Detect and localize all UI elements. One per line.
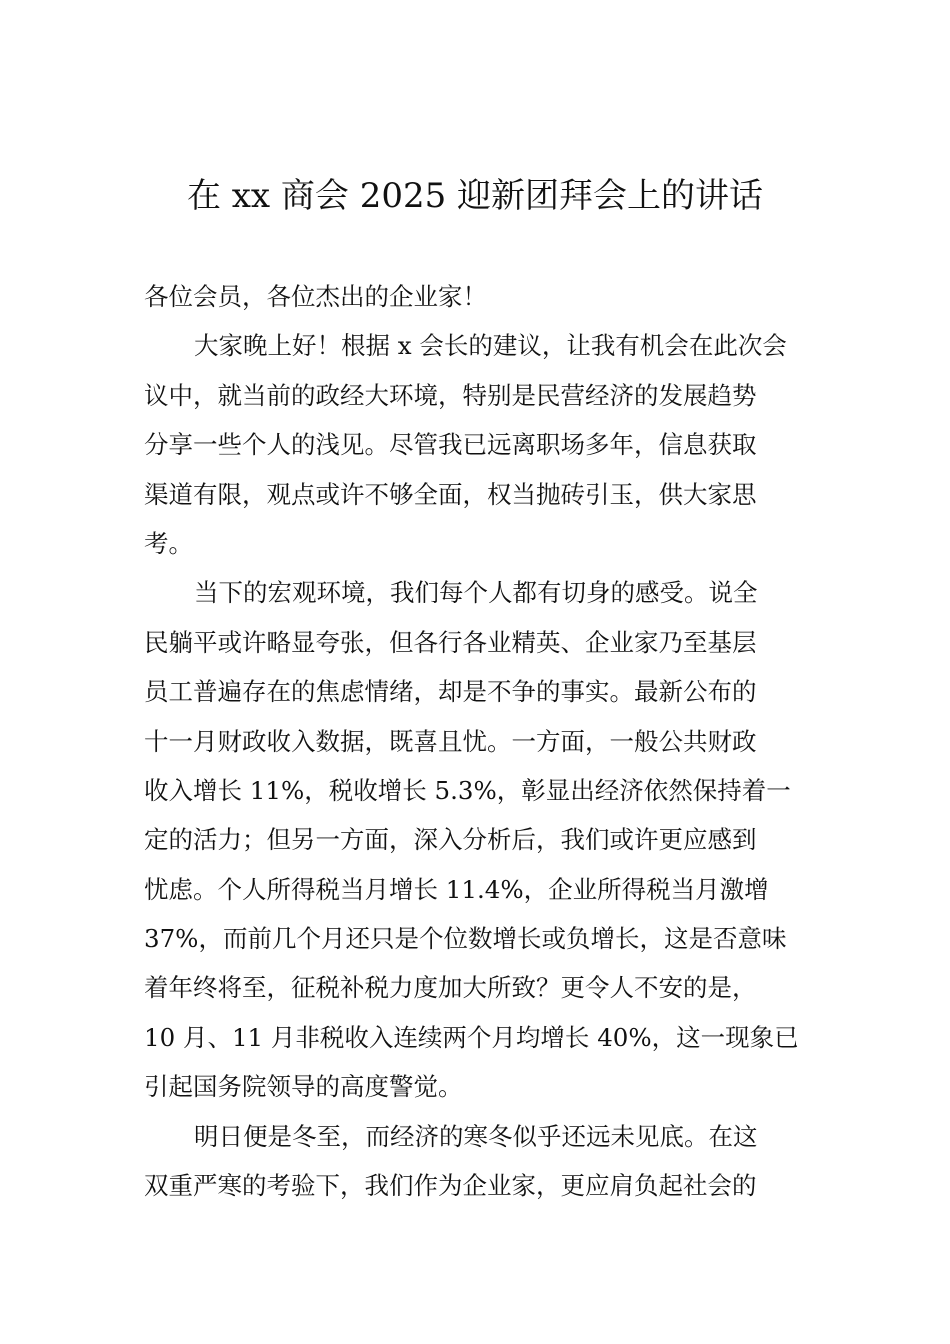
paragraph-line: 考。	[144, 528, 193, 558]
paragraph-3	[144, 1112, 844, 1211]
paragraph-line: 忧虑。个人所得税当月增长 11.4%，企业所得税当月激增	[144, 874, 769, 904]
paragraph-line: 十一月财政收入数据，既喜且忧。一方面，一般公共财政	[144, 726, 757, 756]
paragraph-line: 民躺平或许略显夸张，但各行各业精英、企业家乃至基层	[144, 627, 757, 657]
paragraph-line: 收入增长 11%，税收增长 5.3%，彰显出经济依然保持着一	[144, 775, 791, 805]
document-title: 在 xx 商会 2025 迎新团拜会上的讲话	[186, 176, 764, 216]
paragraph-line: 着年终将至，征税补税力度加大所致？更令人不安的是，	[144, 973, 757, 1003]
paragraph-line: 定的活力；但另一方面，深入分析后，我们或许更应感到	[144, 825, 757, 855]
greeting-line: 各位会员，各位杰出的企业家！	[144, 282, 487, 311]
paragraph-line: 引起国务院领导的高度警觉。	[144, 1072, 463, 1102]
paragraph-line: 分享一些个人的浅见。尽管我已远离职场多年，信息获取	[144, 430, 757, 460]
document-body	[144, 272, 844, 1210]
paragraph-line: 大家晚上好！根据 x 会长的建议，让我有机会在此次会	[194, 331, 787, 361]
paragraph-line: 当下的宏观环境，我们每个人都有切身的感受。说全	[194, 578, 758, 608]
paragraph-line: 37%，而前几个月还只是个位数增长或负增长，这是否意味	[144, 924, 787, 954]
paragraph-line: 10 月、11 月非税收入连续两个月均增长 40%，这一现象已	[144, 1022, 799, 1052]
paragraph-1	[144, 321, 844, 568]
paragraph-line: 明日便是冬至，而经济的寒冬似乎还远未见底。在这	[194, 1121, 758, 1151]
paragraph-2	[144, 568, 844, 1111]
paragraph-line: 渠道有限，观点或许不够全面，权当抛砖引玉，供大家思	[144, 479, 757, 509]
paragraph-line: 员工普遍存在的焦虑情绪，却是不争的事实。最新公布的	[144, 677, 757, 707]
paragraph-line: 议中，就当前的政经大环境，特别是民营经济的发展趋势	[144, 380, 757, 410]
paragraph-line: 双重严寒的考验下，我们作为企业家，更应肩负起社会的	[144, 1171, 757, 1201]
